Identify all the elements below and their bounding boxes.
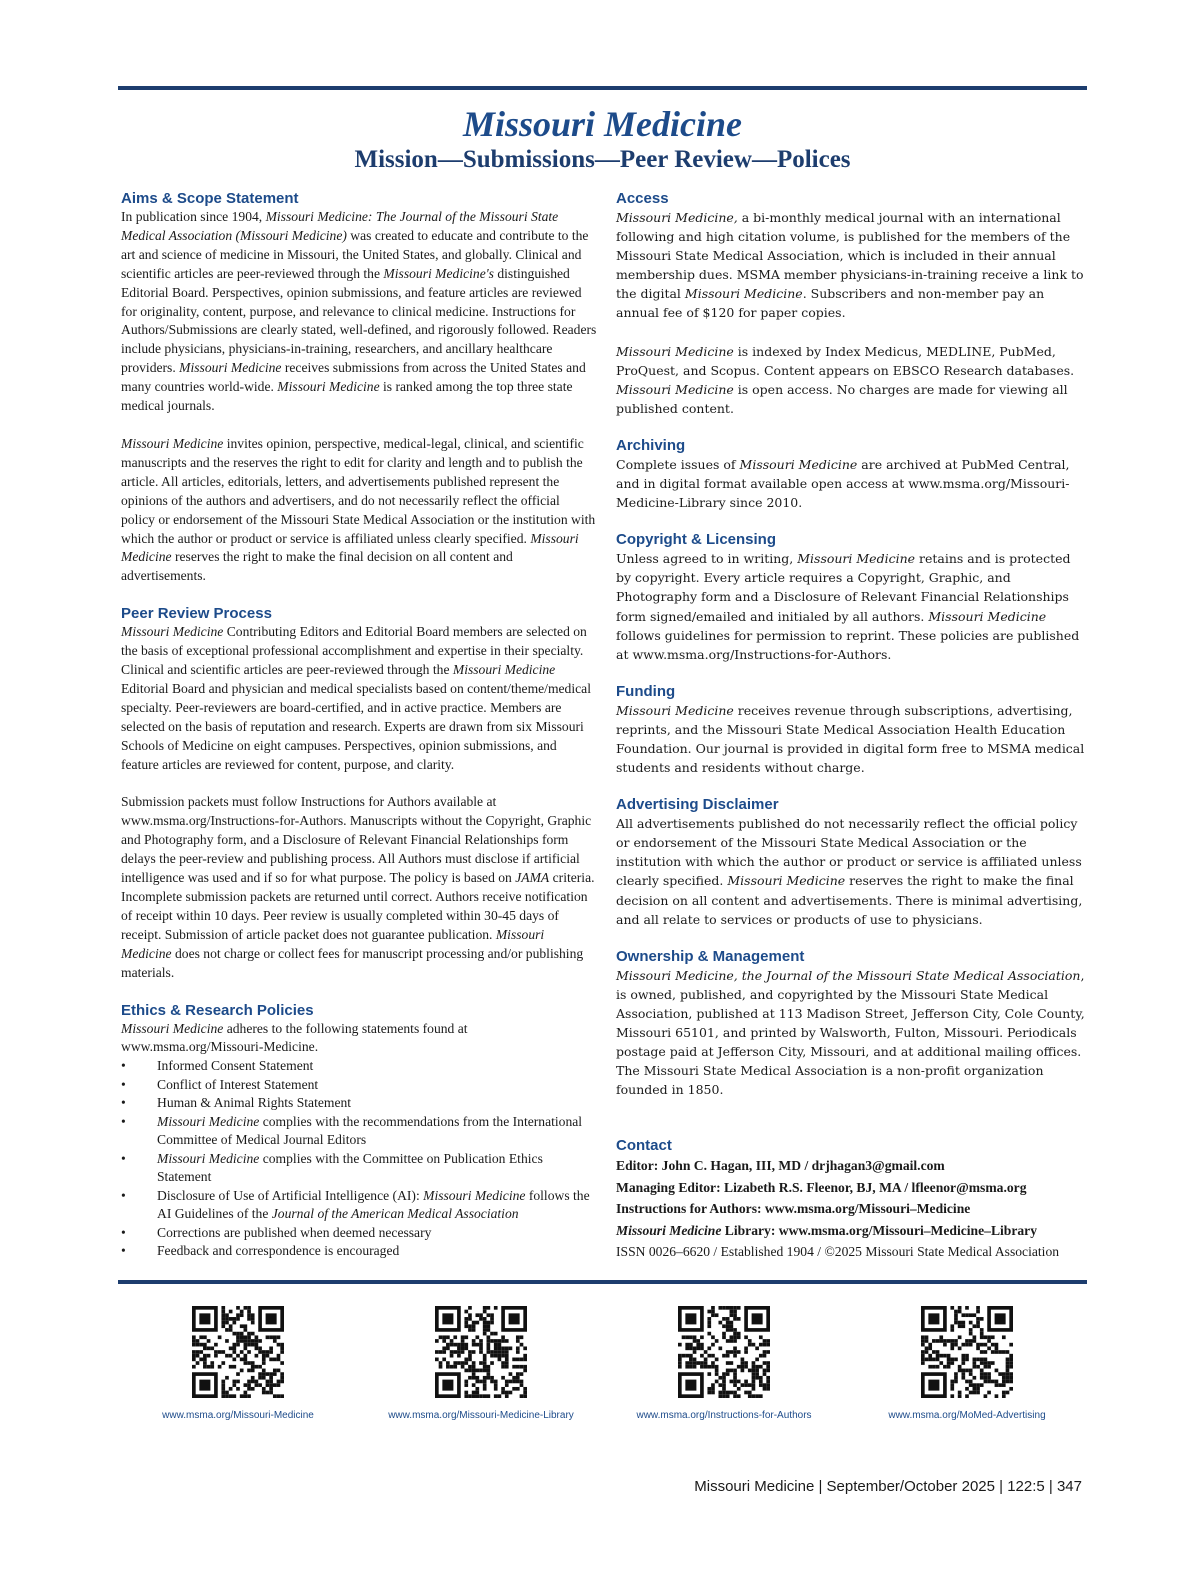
ownership-paragraph: Missouri Medicine, the Journal of the Missouri State Medical Association, is owned, published, and copyrighted by the Missouri State Medical Association, published at 113 Madison Street, Jefferson City, Cole County, Missouri 65101, and printed by Walsworth, Fulton, Missouri. Periodicals postage paid at Jefferson City, Missouri, and at additional mailing offices. The Missouri State Medical Association is a non-profit organization founded in 1850. [616,967,1085,1098]
page-subtitle: Mission—Submissions—Peer Review—Polices [354,146,851,174]
contact-instructions: Instructions for Authors: www.msma.org/Missouri–Medicine [616,1201,971,1217]
bottom-rule [118,1280,1087,1284]
journal-title: Missouri Medicine [462,104,743,144]
qr-caption[interactable]: www.msma.org/MoMed-Advertising [888,1410,1046,1421]
contact-heading: Contact [616,1137,672,1155]
list-item: • Corrections are published when deemed necessary [121,1224,597,1243]
qr-code[interactable] [921,1306,1013,1398]
ethics-intro: Missouri Medicine adheres to the following statements found at www.msma.org/Missouri-Medicine. [121,1020,468,1055]
list-item: • Human & Animal Rights Statement [121,1094,597,1113]
list-item: • Disclosure of Use of Artificial Intelligence (AI): Missouri Medicine follows the AI Guidelines of the Journal of the American Medical Association [121,1187,597,1224]
list-item: • Missouri Medicine complies with the recommendations from the International Committee of Medical Journal Editors [121,1113,597,1150]
copyright-heading: Copyright & Licensing [616,531,777,549]
list-item: • Missouri Medicine complies with the Committee on Publication Ethics Statement [121,1150,597,1187]
ethics-heading: Ethics & Research Policies [121,1001,314,1019]
qr-item-library [361,1306,601,1421]
top-rule [118,86,1087,90]
ownership-heading: Ownership & Management [616,947,805,965]
aims-paragraph-1: In publication since 1904, Missouri Medicine: The Journal of the Missouri State Medical Association (Missouri Medicine) was created to educate and contribute to the art and science of medicine in Missouri, the United States, and globally. Clinical and scientific articles are peer-reviewed through the Missouri Medicine's distinguished Editorial Board. Perspectives, opinion submissions, and feature articles are reviewed for originality, content, purpose, and relevance to clinical medicine. Instructions for Authors/Submissions are clearly stated, well-defined, and rigorously followed. Readers include physicians, physicians-in-training, researchers, and ancillary healthcare providers. Missouri Medicine receives submissions from across the United States and many countries world-wide. Missouri Medicine is ranked among the top three state medical journals. [121,209,597,414]
list-item: • Informed Consent Statement [121,1057,597,1076]
page-footer: Missouri Medicine | September/October 2025 | 122:5 | 347 [694,1478,1082,1495]
left-column [121,190,597,1261]
contact-editor: Editor: John C. Hagan, III, MD / drjhagan3@gmail.com [616,1158,945,1174]
qr-code[interactable] [678,1306,770,1398]
qr-caption[interactable]: www.msma.org/Missouri-Medicine [162,1410,314,1421]
contact-managing-editor: Managing Editor: Lizabeth R.S. Fleenor, BJ, MA / lfleenor@msma.org [616,1179,1027,1195]
access-heading: Access [616,190,669,207]
aims-paragraph-2: Missouri Medicine invites opinion, perspective, medical-legal, clinical, and scientific manuscripts and the reserves the right to edit for clarity and length and to publish the article. All articles, editorials, letters, and advertisements published represent the opinions of the authors and advertisers, and do not necessarily reflect the official policy or endorsement of the Missouri State Medical Association or the institution with which the author or product or service is affiliated unless clearly specified. Missouri Medicine reserves the right to make the final decision on all content and advertisements. [121,435,596,584]
ethics-list [121,1057,597,1261]
copyright-paragraph: Unless agreed to in writing, Missouri Medicine retains and is protected by copyright. Every article requires a Copyright, Graphic, and Photography form and a Disclosure of Relevant Financial Relationships form signed/emailed and initialed by all authors. Missouri Medicine follows guidelines for permission to reprint. These policies are published at www.msma.org/Instructions-for-Authors. [616,551,1080,662]
peer-review-paragraph-1: Missouri Medicine Contributing Editors and Editorial Board members are selected on the basis of exceptional professional accomplishment and expertise in their specialty. Clinical and scientific articles are peer-reviewed through the Missouri Medicine Editorial Board and physician and medical specialists based on content/theme/medical specialty. Peer-reviewers are board-certified, and in active practice. Members are selected on the basis of reputation and research. Experts are drawn from six Missouri Schools of Medicine on eight campuses. Perspectives, opinion submissions, and feature articles are reviewed for content, purpose, and clarity. [121,624,591,772]
contact-issn: ISSN 0026–6620 / Established 1904 / ©2025 Missouri State Medical Association [616,1244,1060,1260]
qr-caption[interactable]: www.msma.org/Missouri-Medicine-Library [388,1410,574,1421]
archiving-paragraph: Complete issues of Missouri Medicine are archived at PubMed Central, and in digital format available open access at www.msma.org/Missouri-Medicine-Library since 2010. [616,456,1070,511]
title-block [118,104,1087,175]
list-item: • Feedback and correspondence is encouraged [121,1242,597,1261]
advertising-heading: Advertising Disclaimer [616,796,779,814]
qr-code[interactable] [192,1306,284,1398]
qr-item-advertising [847,1306,1087,1421]
access-paragraph-1: Missouri Medicine, a bi-monthly medical journal with an international following and high citation volume, is published for the members of the Missouri State Medical Association, which is included in their annual membership dues. MSMA member physicians-in-training receive a link to the digital Missouri Medicine. Subscribers and non-member pay an annual fee of $120 for paper copies. [616,210,1084,321]
qr-item-instructions [604,1306,844,1421]
list-item: • Conflict of Interest Statement [121,1076,597,1095]
contact-library: Missouri Medicine Library: www.msma.org/Missouri–Medicine–Library [616,1222,1038,1238]
qr-code[interactable] [435,1306,527,1398]
peer-review-paragraph-2: Submission packets must follow Instructions for Authors available at www.msma.org/Instructions-for-Authors. Manuscripts without the Copyright, Graphic and Photography form, and a Disclosure of Relevant Financial Relationships form delays the peer-review and publishing process. All Authors must disclose if artificial intelligence was used and if so for what purpose. The policy is based on JAMA criteria. Incomplete submission packets are returned until correct. Authors receive notification of receipt within 10 days. Peer review is usually completed within 30-45 days of receipt. Submission of article packet does not guarantee publication. Missouri Medicine does not charge or collect fees for manuscript processing and/or publishing materials. [121,794,595,980]
qr-caption[interactable]: www.msma.org/Instructions-for-Authors [636,1410,812,1421]
peer-review-heading: Peer Review Process [121,605,272,623]
advertising-paragraph: All advertisements published do not necessarily reflect the official policy or endorsement of the Missouri State Medical Association or the institution with which the author or product or service is affiliated unless clearly specified. Missouri Medicine reserves the right to make the final decision on all content and advertisements. There is minimal advertising, and all relate to services or products of use to physicians. [616,816,1083,927]
qr-item-missouri-medicine [118,1306,358,1421]
right-column [616,190,1088,1263]
aims-heading: Aims & Scope Statement [121,190,299,207]
funding-paragraph: Missouri Medicine receives revenue through subscriptions, advertising, reprints, and the Missouri State Medical Association Health Education Foundation. Our journal is provided in digital form free to MSMA medical students and residents without charge. [616,702,1085,776]
access-paragraph-2: Missouri Medicine is indexed by Index Medicus, MEDLINE, PubMed, ProQuest, and Scopus. Content appears on EBSCO Research databases. Missouri Medicine is open access. No charges are made for viewing all published content. [616,343,1075,416]
funding-heading: Funding [616,682,676,700]
archiving-heading: Archiving [616,436,686,454]
